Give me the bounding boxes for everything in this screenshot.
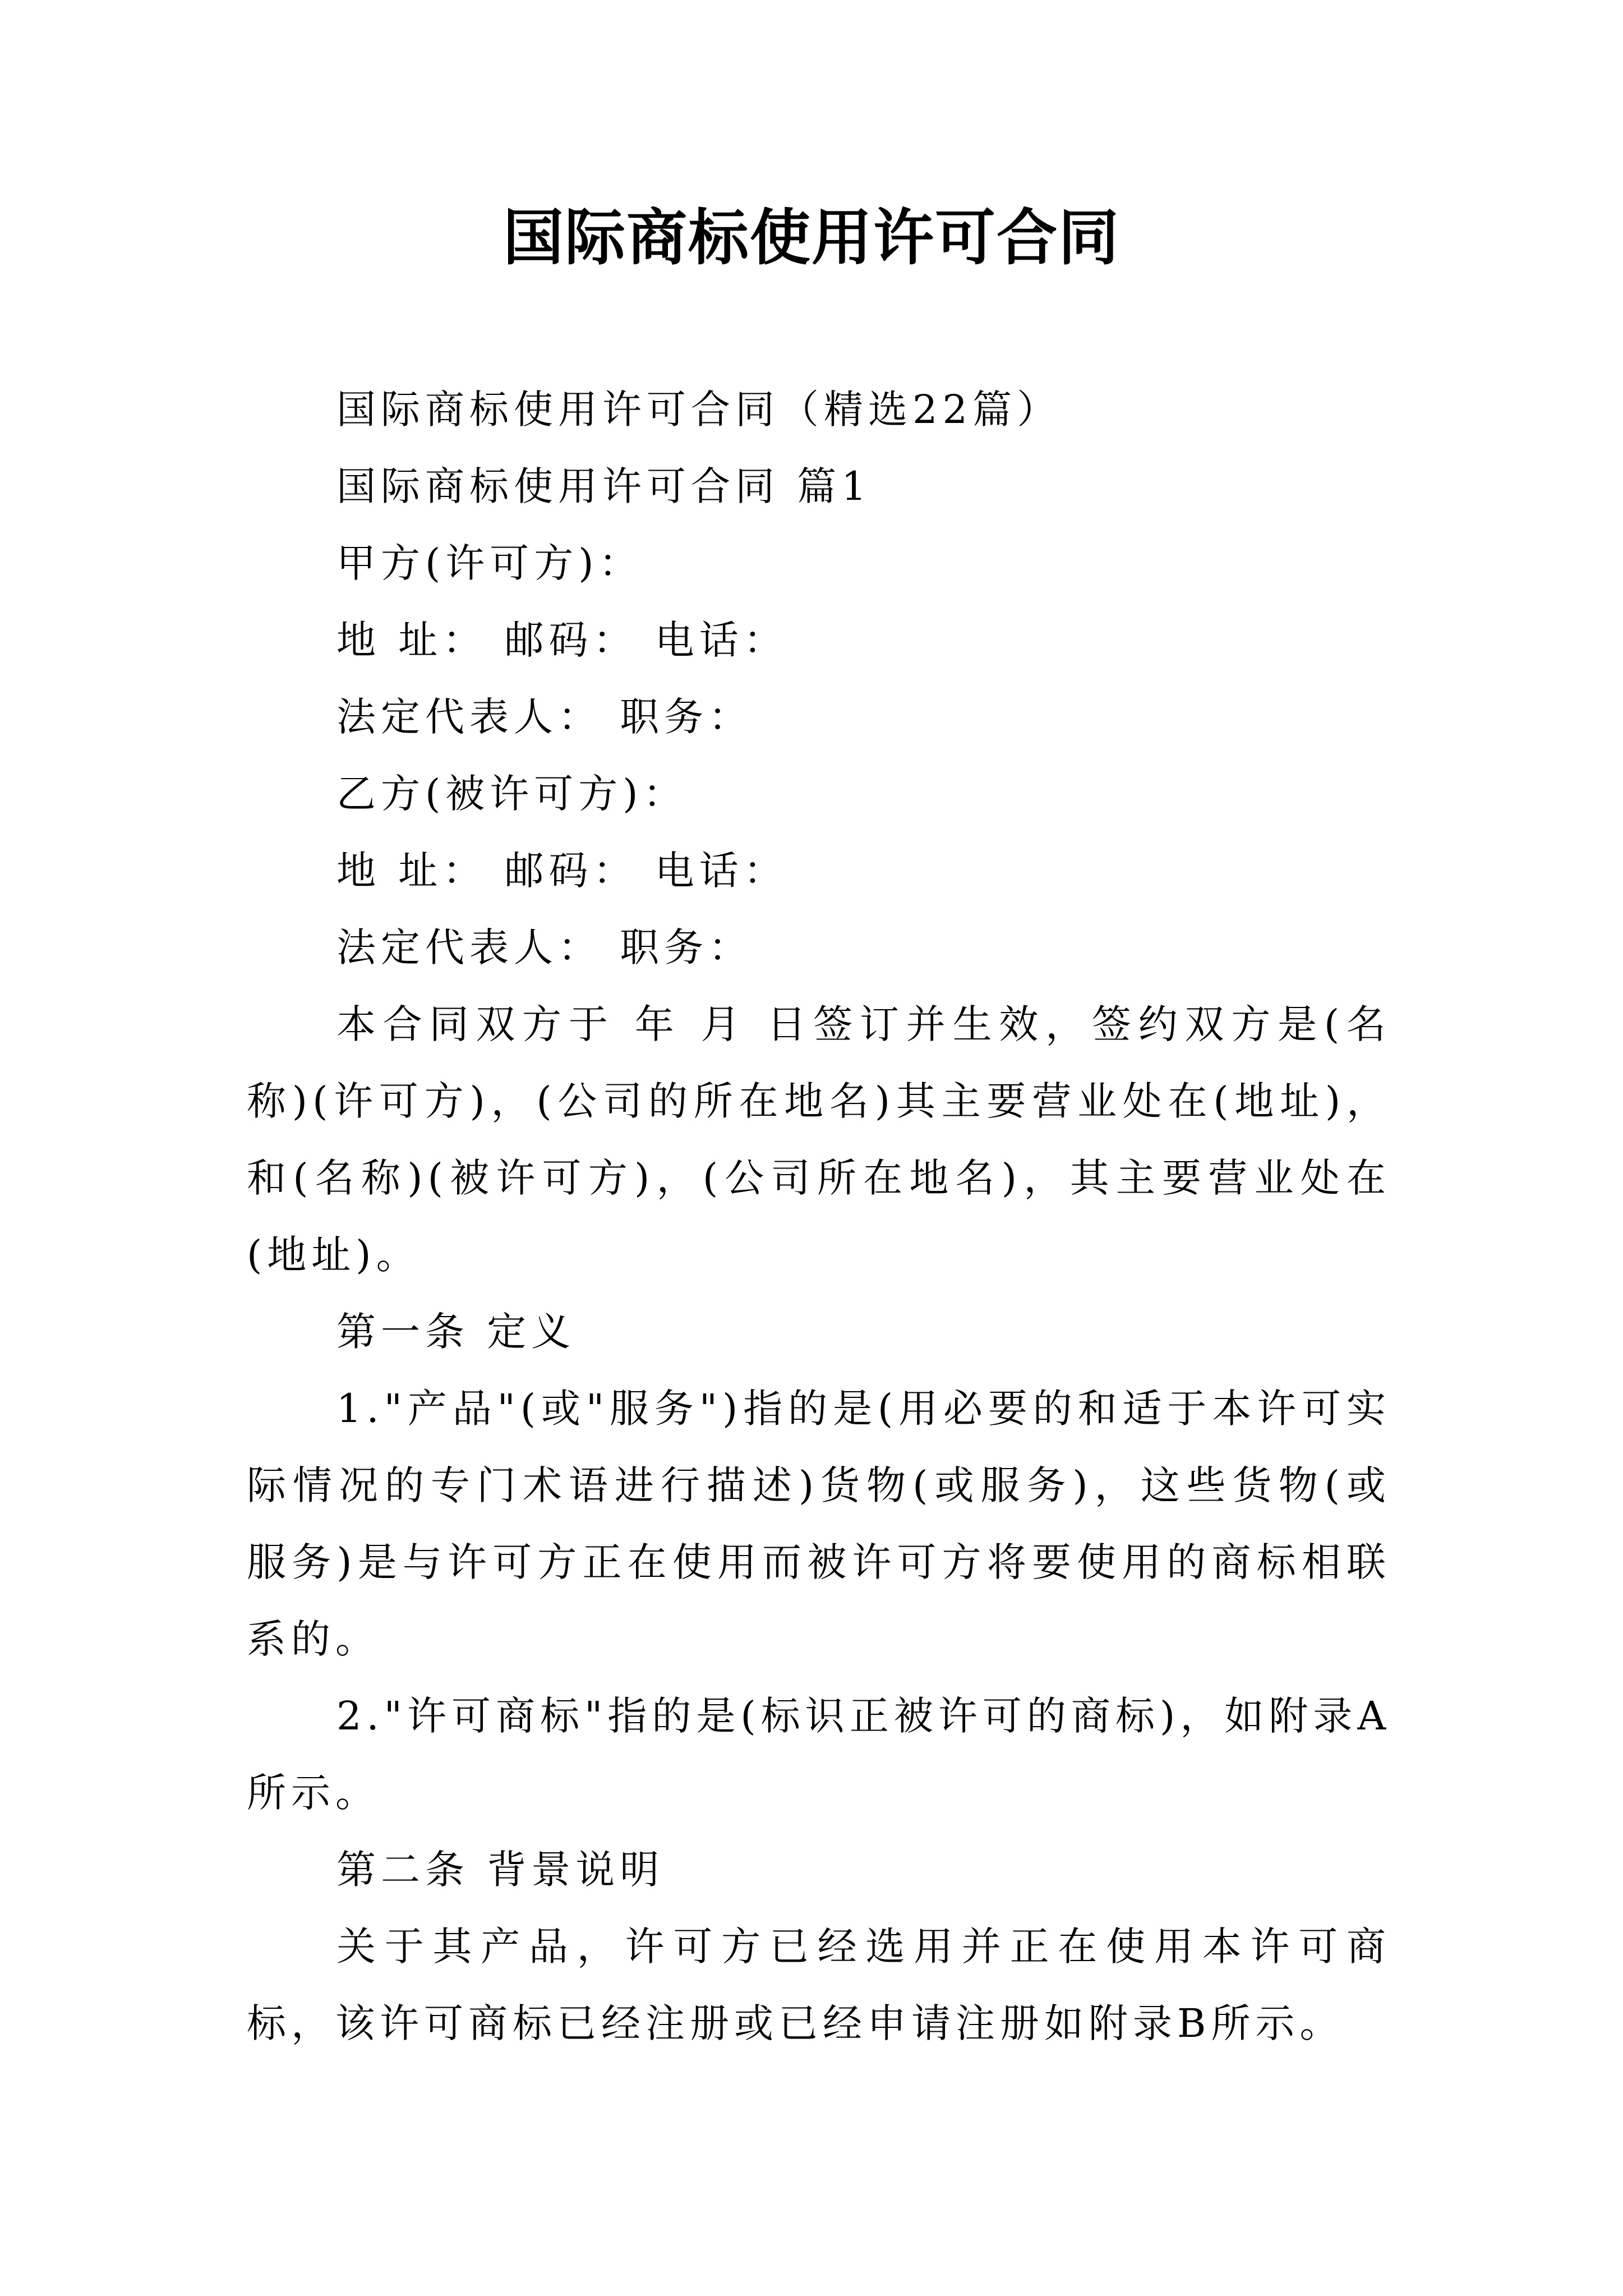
section-heading: 国际商标使用许可合同 篇1 xyxy=(336,463,872,509)
definition-2-paragraph: 2."许可商标"指的是(标识正被许可的商标)，如附录A所示。 xyxy=(247,1693,1391,1816)
article-1-heading: 第一条 定义 xyxy=(336,1309,576,1355)
party-a-representative-line: 法定代表人： 职务： xyxy=(336,694,753,740)
party-b-representative-line: 法定代表人： 职务： xyxy=(336,924,753,970)
document-title: 国际商标使用许可合同 xyxy=(502,203,1120,273)
party-b-label: 乙方(被许可方)： xyxy=(336,771,688,817)
document-body xyxy=(247,371,1391,2062)
party-a-address-line: 地 址： 邮码： 电话： xyxy=(336,617,788,663)
preamble-paragraph: 本合同双方于 年 月 日签订并生效，签约双方是(名称)(许可方)，(公司的所在地名)其主要营业处在(地址)，和(名称)(被许可方)，(公司所在地名)，其主要营业处在(地址)。 xyxy=(247,1001,1391,1278)
article-2-heading: 第二条 背景说明 xyxy=(336,1847,665,1893)
party-a-label: 甲方(许可方)： xyxy=(336,540,643,586)
party-b-address-line: 地 址： 邮码： 电话： xyxy=(336,848,788,894)
background-paragraph: 关于其产品，许可方已经选用并正在使用本许可商标，该许可商标已经注册或已经申请注册如附录B所示。 xyxy=(247,1924,1391,2046)
definition-1-paragraph: 1."产品"(或"服务")指的是(用必要的和适于本许可实际情况的专门术语进行描述)货物(或服务)，这些货物(或服务)是与许可方正在使用而被许可方将要使用的商标相联系的。 xyxy=(247,1386,1391,1662)
subtitle-line: 国际商标使用许可合同（精选22篇） xyxy=(336,386,1062,432)
